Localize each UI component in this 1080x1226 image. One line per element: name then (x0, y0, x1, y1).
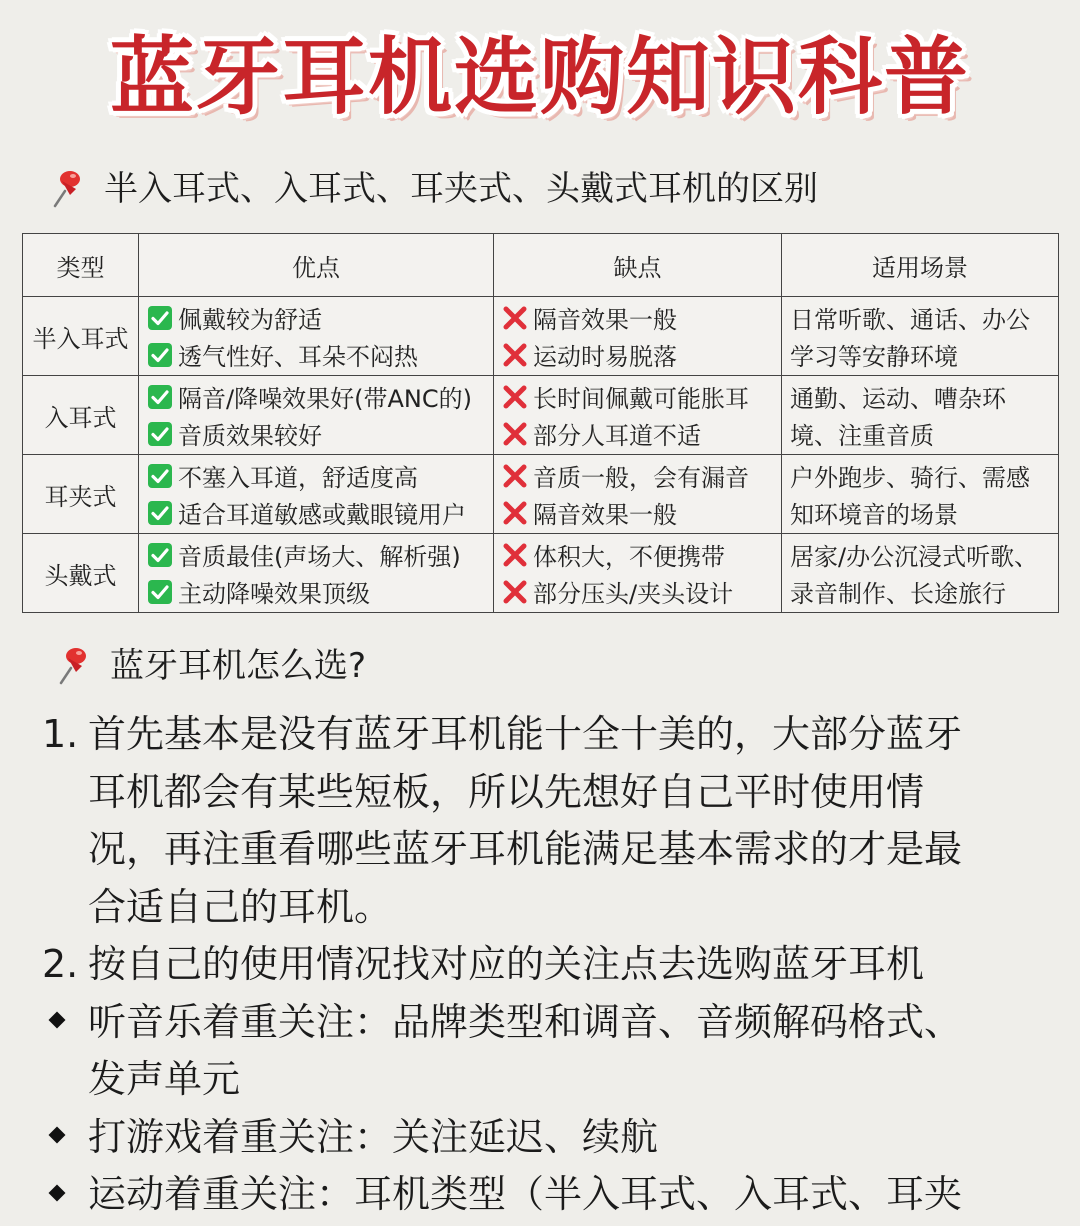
con-line (502, 573, 773, 610)
list-line: 听音乐着重关注：品牌类型和调音、音频解码格式、 (88, 999, 963, 1044)
list-line: 耳机都会有某些短板，所以先想好自己平时使用情 (88, 769, 925, 814)
cell-scene (782, 376, 1059, 455)
section-heading-comparison (50, 167, 818, 211)
cell-pros (139, 455, 494, 534)
check-icon (147, 384, 173, 410)
cell-pros (139, 297, 494, 376)
pro-text: 不塞入耳道，舒适度高 (178, 464, 418, 492)
check-icon (147, 305, 173, 331)
list-line: 发声单元 (88, 1057, 241, 1101)
table-row (23, 376, 1059, 455)
cell-type: 入耳式 (23, 376, 139, 455)
scene-line (790, 299, 1050, 336)
check-icon (147, 342, 173, 368)
con-text: 体积大，不便携带 (533, 543, 725, 571)
scene-line (790, 494, 1050, 531)
pro-line (147, 494, 485, 531)
section-heading-text: 半入耳式、入耳式、耳夹式、头戴式耳机的区别 (104, 169, 818, 209)
check-icon (147, 542, 173, 568)
cross-icon (502, 384, 528, 410)
pro-text: 音质最佳(声场大、解析强) (178, 543, 461, 571)
list-number: 2. (42, 942, 79, 986)
cross-icon (502, 542, 528, 568)
pro-line (147, 415, 485, 452)
con-text: 部分压头/夹头设计 (533, 580, 734, 608)
advice-list (42, 706, 1052, 1224)
cell-scene (782, 534, 1059, 613)
pro-text: 音质效果较好 (178, 422, 322, 450)
con-line (502, 415, 773, 452)
cell-type: 耳夹式 (23, 455, 139, 534)
pro-line (147, 457, 485, 494)
list-line: 打游戏着重关注：关注延迟、续航 (88, 1114, 659, 1159)
cell-type: 半入耳式 (23, 297, 139, 376)
cell-pros (139, 534, 494, 613)
scene-line (790, 336, 1050, 373)
cross-icon (502, 463, 528, 489)
scene-text: 户外跑步、骑行、需感 (790, 464, 1030, 492)
list-line: 况，再注重看哪些蓝牙耳机能满足基本需求的才是最 (88, 827, 963, 871)
bullet-item-gaming (42, 1109, 1052, 1167)
scene-text: 居家/办公沉浸式听歌、 (790, 543, 1039, 571)
cell-cons (494, 534, 782, 613)
con-line (502, 457, 773, 494)
check-icon (147, 463, 173, 489)
cell-cons (494, 297, 782, 376)
table-row (23, 455, 1059, 534)
pro-line (147, 536, 485, 573)
cell-type: 头戴式 (23, 534, 139, 613)
section-heading-howto (56, 644, 366, 688)
scene-text: 学习等安静环境 (790, 343, 958, 371)
cross-icon (502, 342, 528, 368)
pushpin-icon (50, 169, 82, 209)
cell-pros (139, 376, 494, 455)
pushpin-icon (56, 646, 88, 686)
cross-icon (502, 500, 528, 526)
pro-line (147, 299, 485, 336)
cross-icon (502, 579, 528, 605)
cross-icon (502, 421, 528, 447)
pro-line (147, 378, 485, 415)
scene-text: 境、注重音质 (790, 422, 934, 450)
cell-scene (782, 455, 1059, 534)
con-text: 音质一般，会有漏音 (533, 464, 749, 492)
check-icon (147, 579, 173, 605)
scene-line (790, 573, 1050, 610)
pro-line (147, 336, 485, 373)
pro-line (147, 573, 485, 610)
scene-text: 日常听歌、通话、办公 (790, 306, 1030, 334)
con-text: 长时间佩戴可能胀耳 (533, 385, 749, 413)
con-line (502, 336, 773, 373)
pro-text: 透气性好、耳朵不闷热 (178, 343, 418, 371)
con-line (502, 378, 773, 415)
cross-icon (502, 305, 528, 331)
con-text: 隔音效果一般 (533, 501, 677, 529)
page-title: 蓝牙耳机选购知识科普 (109, 28, 970, 126)
cell-cons (494, 455, 782, 534)
pro-text: 佩戴较为舒适 (178, 306, 322, 334)
con-line (502, 299, 773, 336)
section-heading-text: 蓝牙耳机怎么选? (110, 646, 367, 686)
list-line: 按自己的使用情况找对应的关注点去选购蓝牙耳机 (88, 942, 925, 986)
comparison-table (22, 233, 1059, 613)
table-row (23, 297, 1059, 376)
scene-text: 通勤、运动、嘈杂环 (790, 385, 1006, 413)
con-line (502, 494, 773, 531)
con-line (502, 536, 773, 573)
scene-line (790, 378, 1050, 415)
list-line: 合适自己的耳机。 (88, 884, 393, 929)
scene-line (790, 536, 1050, 573)
diamond-bullet-icon (49, 1184, 66, 1201)
bullet-item-sports (42, 1166, 1052, 1224)
diamond-bullet-icon (49, 1012, 66, 1029)
cell-cons (494, 376, 782, 455)
table-header-row (23, 234, 1059, 297)
con-text: 隔音效果一般 (533, 306, 677, 334)
scene-text: 录音制作、长途旅行 (790, 580, 1006, 608)
list-number: 1. (42, 712, 79, 756)
check-icon (147, 421, 173, 447)
diamond-bullet-icon (49, 1127, 66, 1144)
scene-text: 知环境音的场景 (790, 501, 958, 529)
pro-text: 适合耳道敏感或戴眼镜用户 (178, 501, 466, 529)
check-icon (147, 500, 173, 526)
con-text: 运动时易脱落 (533, 343, 677, 371)
list-line: 首先基本是没有蓝牙耳机能十全十美的，大部分蓝牙 (88, 712, 963, 756)
pro-text: 主动降噪效果顶级 (178, 580, 370, 608)
list-item-2 (42, 936, 1052, 994)
list-item-1 (42, 706, 1052, 936)
cell-scene (782, 297, 1059, 376)
header-pros: 优点 (139, 234, 494, 297)
pro-text: 隔音/降噪效果好(带ANC的) (178, 385, 472, 413)
con-text: 部分人耳道不适 (533, 422, 701, 450)
scene-line (790, 457, 1050, 494)
scene-line (790, 415, 1050, 452)
header-scene: 适用场景 (782, 234, 1059, 297)
header-type: 类型 (23, 234, 139, 297)
header-cons: 缺点 (494, 234, 782, 297)
bullet-item-music (42, 994, 1052, 1109)
table-row (23, 534, 1059, 613)
list-line: 运动着重关注：耳机类型（半入耳式、入耳式、耳夹 (88, 1172, 963, 1216)
